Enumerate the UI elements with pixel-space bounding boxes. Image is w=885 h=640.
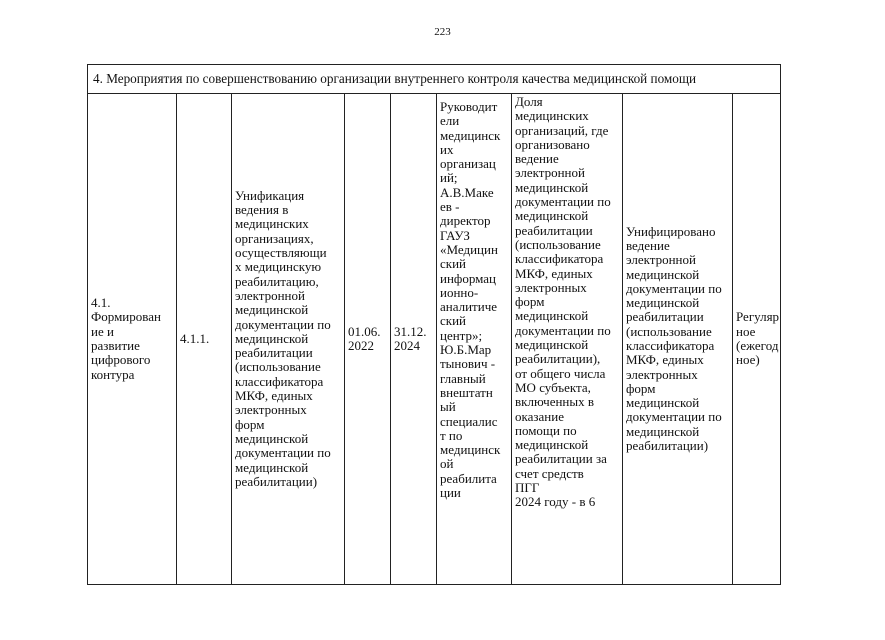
responsible-cell bbox=[437, 94, 512, 585]
end-date: 31.12. 2024 bbox=[394, 323, 427, 353]
task-cell bbox=[88, 94, 177, 585]
table-row bbox=[88, 94, 781, 585]
indicator-cell bbox=[512, 94, 623, 585]
number-cell bbox=[177, 94, 232, 585]
result-text: Унифицировано ведение электронной медицинской документации по медицинской реабилитации (использование классификатора МКФ, единых электронных форм медицинской документации по медицинской реабилитации) bbox=[626, 223, 722, 454]
section-header-row bbox=[88, 65, 781, 94]
responsible-text: Руководит ели медицинск их организац ий; А.В.Маке ев - директор ГАУЗ «Медицин ский информац ионно- аналитиче ский центр»; Ю.Б.Мар тынович - главный внештатн ый специалис т по медицинск ой реабилита ции bbox=[440, 99, 501, 501]
activity-cell bbox=[232, 94, 345, 585]
page-number: 223 bbox=[434, 26, 451, 38]
activity-text: Унификация ведения в медицинских организациях, осуществляющи х медицинскую реабилитацию, электронной медицинской документации по медицинской реабилитации (использование классификатора МКФ, единых электронных форм медицинской документации по медицинской реабилитации) bbox=[235, 187, 331, 489]
periodicity-text: Регуляр ное (ежегод ное) bbox=[736, 309, 780, 368]
indicator-text: Доля медицинских организаций, где организовано ведение электронной медицинской документации по медицинской реабилитации (использование классификатора МКФ, единых электронных форм медицинской документации по медицинской реабилитации), от общего числа МО субъекта, включенных в оказание помощи по медицинской реабилитации за счет средств ПГГ 2024 году - в 6 bbox=[515, 94, 611, 510]
result-cell bbox=[623, 94, 733, 585]
activity-number: 4.1.1. bbox=[180, 330, 210, 346]
periodicity-cell bbox=[733, 94, 781, 585]
start-date: 01.06. 2022 bbox=[348, 323, 381, 353]
measures-table bbox=[87, 64, 781, 585]
end-date-cell bbox=[391, 94, 437, 585]
task-text: 4.1. Формирован ие и развитие цифрового контура bbox=[91, 295, 161, 382]
section-title: 4. Мероприятия по совершенствованию организации внутреннего контроля качества медицинской помощи bbox=[88, 65, 781, 94]
start-date-cell bbox=[345, 94, 391, 585]
